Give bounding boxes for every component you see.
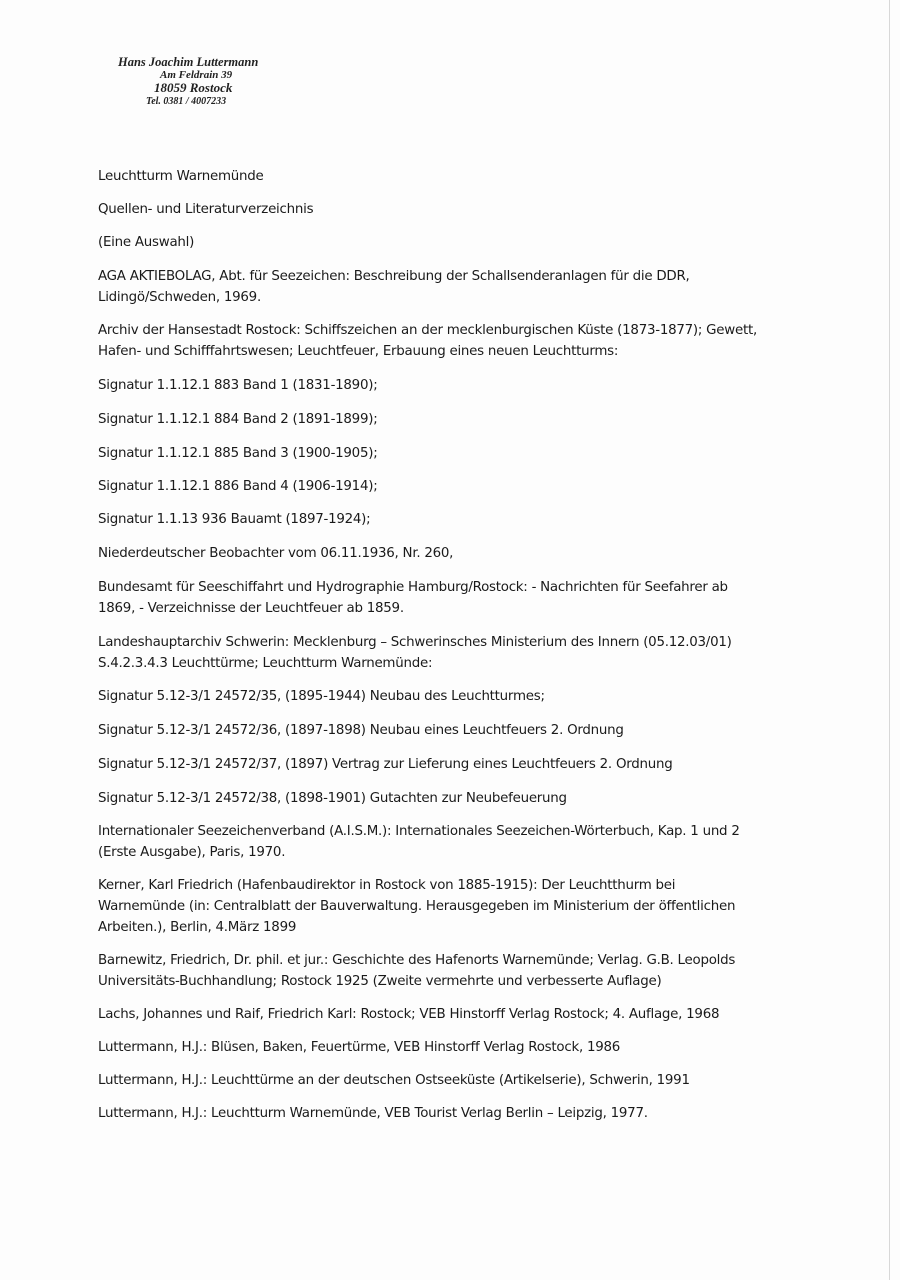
reference-line: Lidingö/Schweden, 1969.	[98, 290, 261, 305]
reference-entry	[98, 476, 798, 497]
reference-line: Arbeiten.), Berlin, 4.März 1899	[98, 920, 297, 935]
document-title	[98, 166, 798, 187]
reference-entry	[98, 1103, 798, 1124]
reference-line: Niederdeutscher Beobachter vom 06.11.1936, Nr. 260,	[98, 546, 454, 561]
reference-line: Signatur 1.1.12.1 885 Band 3 (1900-1905);	[98, 446, 378, 461]
document-body	[98, 166, 798, 1124]
reference-line: S.4.2.3.4.3 Leuchttürme; Leuchtturm Warnemünde:	[98, 656, 433, 671]
reference-entry	[98, 788, 798, 809]
document-title-text: Leuchtturm Warnemünde	[98, 169, 264, 184]
reference-line: Kerner, Karl Friedrich (Hafenbaudirektor in Rostock von 1885-1915): Der Leuchtthurm bei	[98, 878, 676, 893]
reference-line: Universitäts-Buchhandlung; Rostock 1925 (Zweite vermehrte und verbesserte Auflage)	[98, 974, 662, 989]
reference-line: Signatur 1.1.12.1 886 Band 4 (1906-1914);	[98, 479, 378, 494]
reference-line: Bundesamt für Seeschiffahrt und Hydrographie Hamburg/Rostock: - Nachrichten für Seefahrer ab	[98, 580, 728, 595]
reference-entry	[98, 577, 798, 619]
reference-line: Signatur 1.1.13 936 Bauamt (1897-1924);	[98, 512, 371, 527]
document-note-text: (Eine Auswahl)	[98, 235, 195, 250]
sender-name: Hans Joachim Luttermann	[118, 55, 259, 69]
reference-entry	[98, 821, 798, 863]
reference-line: 1869, - Verzeichnisse der Leuchtfeuer ab 1859.	[98, 601, 404, 616]
document-note	[98, 232, 798, 253]
reference-line: Signatur 5.12-3/1 24572/37, (1897) Vertrag zur Lieferung eines Leuchtfeuers 2. Ordnung	[98, 757, 673, 772]
reference-entry	[98, 632, 798, 674]
sender-address-block	[118, 55, 258, 107]
reference-line: Barnewitz, Friedrich, Dr. phil. et jur.: Geschichte des Hafenorts Warnemünde; Verlag. G.B. Leopolds	[98, 953, 736, 968]
sender-phone: Tel. 0381 / 4007233	[146, 95, 227, 107]
reference-entry	[98, 720, 798, 741]
reference-entry	[98, 1070, 798, 1091]
reference-entry	[98, 754, 798, 775]
reference-line: (Erste Ausgabe), Paris, 1970.	[98, 845, 286, 860]
reference-entry	[98, 1004, 798, 1025]
reference-entry	[98, 543, 798, 564]
reference-entry	[98, 1037, 798, 1058]
reference-entry	[98, 443, 798, 464]
reference-line: Hafen- und Schifffahrtswesen; Leuchtfeuer, Erbauung eines neuen Leuchtturms:	[98, 344, 619, 359]
reference-line: Archiv der Hansestadt Rostock: Schiffszeichen an der mecklenburgischen Küste (1873-1877); Gewett,	[98, 323, 757, 338]
sender-city: 18059 Rostock	[154, 80, 233, 96]
reference-line: Luttermann, H.J.: Blüsen, Baken, Feuertürme, VEB Hinstorff Verlag Rostock, 1986	[98, 1040, 621, 1055]
reference-entry	[98, 320, 798, 362]
sender-street: Am Feldrain 39	[160, 69, 233, 81]
reference-entry	[98, 875, 798, 938]
reference-entry	[98, 950, 798, 992]
reference-line: Landeshauptarchiv Schwerin: Mecklenburg – Schwerinsches Ministerium des Innern (05.12.03/01)	[98, 635, 732, 650]
reference-line: Luttermann, H.J.: Leuchtturm Warnemünde, VEB Tourist Verlag Berlin – Leipzig, 1977.	[98, 1106, 648, 1121]
reference-entry	[98, 509, 798, 530]
reference-line: Signatur 5.12-3/1 24572/38, (1898-1901) Gutachten zur Neubefeuerung	[98, 791, 567, 806]
reference-line: Lachs, Johannes und Raif, Friedrich Karl: Rostock; VEB Hinstorff Verlag Rostock; 4. Auflage, 1968	[98, 1007, 720, 1022]
reference-entry	[98, 375, 798, 396]
reference-line: Signatur 5.12-3/1 24572/36, (1897-1898) Neubau eines Leuchtfeuers 2. Ordnung	[98, 723, 624, 738]
reference-line: Luttermann, H.J.: Leuchttürme an der deutschen Ostseeküste (Artikelserie), Schwerin, 1991	[98, 1073, 690, 1088]
document-subtitle-text: Quellen- und Literaturverzeichnis	[98, 202, 314, 217]
reference-entry	[98, 409, 798, 430]
reference-line: AGA AKTIEBOLAG, Abt. für Seezeichen: Beschreibung der Schallsenderanlagen für die DDR,	[98, 269, 690, 284]
document-subtitle	[98, 199, 798, 220]
scan-edge	[889, 0, 890, 1280]
reference-line: Signatur 1.1.12.1 884 Band 2 (1891-1899);	[98, 412, 378, 427]
reference-line: Warnemünde (in: Centralblatt der Bauverwaltung. Herausgegeben im Ministerium der öffentlichen	[98, 899, 736, 914]
reference-line: Signatur 1.1.12.1 883 Band 1 (1831-1890);	[98, 378, 378, 393]
reference-line: Internationaler Seezeichenverband (A.I.S.M.): Internationales Seezeichen-Wörterbuch, Kap. 1 und 2	[98, 824, 740, 839]
reference-line: Signatur 5.12-3/1 24572/35, (1895-1944) Neubau des Leuchtturmes;	[98, 689, 545, 704]
reference-entry	[98, 266, 798, 308]
reference-entry	[98, 686, 798, 707]
